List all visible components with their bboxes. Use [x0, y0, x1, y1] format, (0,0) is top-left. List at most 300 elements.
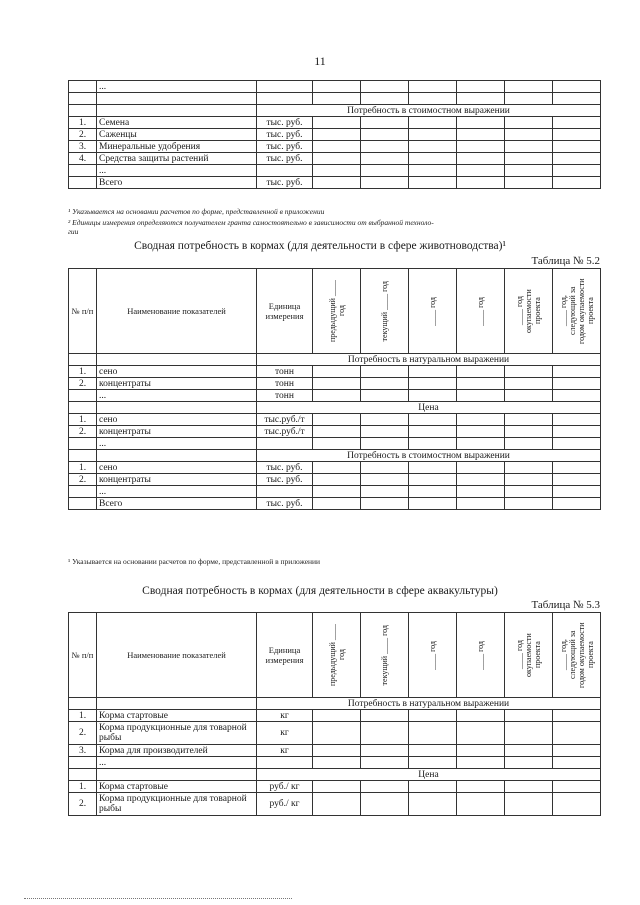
row-unit: тонн	[257, 378, 313, 390]
value-cell	[361, 781, 409, 793]
table-row	[69, 177, 601, 189]
footnote-1: ¹ Указывается на основании расчетов по форме, представленной в приложении	[68, 207, 325, 216]
value-cell	[553, 486, 601, 498]
page-number: 11	[314, 54, 326, 68]
row-unit: тыс. руб.	[257, 474, 313, 486]
table-row	[69, 117, 601, 129]
value-cell	[457, 710, 505, 722]
row-name: Корма стартовые	[97, 710, 257, 722]
value-cell	[313, 81, 361, 93]
value-cell	[313, 745, 361, 757]
value-cell	[457, 378, 505, 390]
header-year-y2	[361, 613, 409, 698]
value-cell	[313, 793, 361, 816]
value-cell	[553, 438, 601, 450]
value-cell	[505, 793, 553, 816]
row-number: 2.	[69, 129, 97, 141]
value-cell	[505, 378, 553, 390]
row-unit: кг	[257, 722, 313, 745]
header-year-y5	[505, 613, 553, 698]
row-name: Всего	[97, 498, 257, 510]
value-cell	[457, 366, 505, 378]
row-number	[69, 757, 97, 769]
row-name: концентраты	[97, 426, 257, 438]
row-number: 1.	[69, 710, 97, 722]
value-cell	[313, 722, 361, 745]
header-year-y3	[409, 269, 457, 354]
header-year-label: предыдущий ____ год	[327, 280, 346, 342]
section-spacer-2	[97, 105, 257, 117]
table-5-3-number: Таблица № 5.3	[531, 599, 600, 611]
row-number: 1.	[69, 366, 97, 378]
section-row	[69, 450, 601, 462]
row-number	[69, 438, 97, 450]
section-row	[69, 698, 601, 710]
row-name: концентраты	[97, 474, 257, 486]
row-number: 2.	[69, 426, 97, 438]
value-cell	[361, 129, 409, 141]
section-spacer-1	[69, 105, 97, 117]
value-cell	[361, 165, 409, 177]
value-cell	[361, 153, 409, 165]
row-number: 2.	[69, 378, 97, 390]
row-unit: тыс.руб./т	[257, 426, 313, 438]
value-cell	[313, 414, 361, 426]
value-cell	[409, 438, 457, 450]
row-unit: тыс. руб.	[257, 498, 313, 510]
value-cell	[553, 390, 601, 402]
value-cell	[505, 438, 553, 450]
table-row	[69, 498, 601, 510]
value-cell	[457, 141, 505, 153]
header-number: № п/п	[69, 613, 97, 698]
row-name: Средства защиты растений	[97, 153, 257, 165]
table-row	[69, 710, 601, 722]
row-name: сено	[97, 414, 257, 426]
value-cell	[553, 93, 601, 105]
value-cell	[553, 177, 601, 189]
table-row	[69, 745, 601, 757]
value-cell	[553, 462, 601, 474]
row-name: Корма продукционные для товарной рыбы	[97, 793, 257, 816]
value-cell	[313, 438, 361, 450]
value-cell	[313, 378, 361, 390]
value-cell	[505, 486, 553, 498]
table-row	[69, 722, 601, 745]
row-number: 2.	[69, 793, 97, 816]
table-row	[69, 462, 601, 474]
value-cell	[457, 722, 505, 745]
value-cell	[313, 366, 361, 378]
row-name: Саженцы	[97, 129, 257, 141]
value-cell	[313, 498, 361, 510]
value-cell	[457, 414, 505, 426]
value-cell	[361, 757, 409, 769]
value-cell	[553, 474, 601, 486]
header-year-label: ____ год, следующий за годом окупаемости проекта	[558, 278, 595, 344]
row-number: 2.	[69, 474, 97, 486]
value-cell	[361, 414, 409, 426]
value-cell	[553, 414, 601, 426]
header-year-y6	[553, 613, 601, 698]
table-row	[69, 165, 601, 177]
row-unit: тонн	[257, 390, 313, 402]
header-number: № п/п	[69, 269, 97, 354]
value-cell	[313, 474, 361, 486]
table-5-3	[68, 612, 601, 816]
value-cell	[409, 745, 457, 757]
footnote-2: ² Единицы измерения определяются получателем гранта самостоятельно в зависимости от выбранной техноло-	[68, 218, 434, 227]
value-cell	[457, 165, 505, 177]
value-cell	[505, 414, 553, 426]
table-row	[69, 757, 601, 769]
row-name: концентраты	[97, 378, 257, 390]
value-cell	[505, 165, 553, 177]
value-cell	[409, 462, 457, 474]
value-cell	[505, 177, 553, 189]
header-year-y4	[457, 613, 505, 698]
section-spacer-1	[69, 402, 97, 414]
value-cell	[361, 366, 409, 378]
value-cell	[457, 177, 505, 189]
section-spacer-2	[97, 769, 257, 781]
value-cell	[553, 498, 601, 510]
header-year-label: ____ год	[476, 296, 485, 326]
value-cell	[313, 153, 361, 165]
value-cell	[409, 722, 457, 745]
value-cell	[361, 710, 409, 722]
value-cell	[361, 81, 409, 93]
table-row	[69, 426, 601, 438]
value-cell	[361, 438, 409, 450]
value-cell	[553, 426, 601, 438]
value-cell	[505, 781, 553, 793]
row-unit	[257, 486, 313, 498]
value-cell	[409, 486, 457, 498]
value-cell	[313, 165, 361, 177]
header-name: Наименование показателей	[97, 613, 257, 698]
value-cell	[457, 93, 505, 105]
row-number	[69, 498, 97, 510]
row-number: 1.	[69, 462, 97, 474]
value-cell	[361, 177, 409, 189]
row-unit: тыс. руб.	[257, 141, 313, 153]
row-number: 3.	[69, 745, 97, 757]
header-year-y6	[553, 269, 601, 354]
header-year-label: ____ год, следующий за годом окупаемости проекта	[558, 622, 595, 688]
header-name: Наименование показателей	[97, 269, 257, 354]
table-row	[69, 414, 601, 426]
row-name: Семена	[97, 117, 257, 129]
value-cell	[361, 793, 409, 816]
value-cell	[457, 781, 505, 793]
value-cell	[313, 426, 361, 438]
value-cell	[409, 426, 457, 438]
value-cell	[505, 498, 553, 510]
value-cell	[553, 781, 601, 793]
value-cell	[313, 141, 361, 153]
row-number	[69, 93, 97, 105]
header-row	[69, 613, 601, 698]
value-cell	[505, 117, 553, 129]
value-cell	[505, 153, 553, 165]
value-cell	[553, 366, 601, 378]
section-spacer-2	[97, 450, 257, 462]
row-name: ...	[97, 486, 257, 498]
header-year-y1	[313, 269, 361, 354]
value-cell	[313, 757, 361, 769]
page-bottom-rule	[24, 898, 292, 899]
table-row	[69, 93, 601, 105]
value-cell	[553, 722, 601, 745]
header-year-label: ____ год окупаемости проекта	[515, 633, 542, 677]
value-cell	[409, 757, 457, 769]
header-row	[69, 269, 601, 354]
value-cell	[457, 498, 505, 510]
value-cell	[553, 153, 601, 165]
section-row	[69, 105, 601, 117]
table-row	[69, 153, 601, 165]
row-number: 1.	[69, 414, 97, 426]
value-cell	[361, 462, 409, 474]
row-unit: тыс. руб.	[257, 129, 313, 141]
row-number: 1.	[69, 781, 97, 793]
value-cell	[505, 710, 553, 722]
section-spacer-2	[97, 354, 257, 366]
table-row	[69, 793, 601, 816]
row-name: Минеральные удобрения	[97, 141, 257, 153]
header-year-y4	[457, 269, 505, 354]
value-cell	[409, 390, 457, 402]
row-unit: тыс. руб.	[257, 462, 313, 474]
row-unit	[257, 438, 313, 450]
header-year-y1	[313, 613, 361, 698]
value-cell	[409, 474, 457, 486]
table-5-3-title: Сводная потребность в кормах (для деятельности в сфере аквакультуры)	[142, 585, 498, 597]
row-number	[69, 390, 97, 402]
section-label: Потребность в натуральном выражении	[257, 354, 601, 366]
row-name: ...	[97, 438, 257, 450]
table-5-2-title: Сводная потребность в кормах (для деятельности в сфере животноводства)¹	[134, 240, 506, 252]
value-cell	[313, 93, 361, 105]
value-cell	[553, 141, 601, 153]
row-name: Всего	[97, 177, 257, 189]
row-unit	[257, 81, 313, 93]
row-number: 3.	[69, 141, 97, 153]
value-cell	[313, 117, 361, 129]
row-unit: тыс. руб.	[257, 177, 313, 189]
section-row	[69, 769, 601, 781]
section-row	[69, 402, 601, 414]
value-cell	[409, 366, 457, 378]
value-cell	[313, 177, 361, 189]
value-cell	[457, 426, 505, 438]
row-name: ...	[97, 81, 257, 93]
value-cell	[409, 710, 457, 722]
row-number	[69, 486, 97, 498]
header-year-label: ____ год	[428, 296, 437, 326]
value-cell	[313, 129, 361, 141]
value-cell	[409, 177, 457, 189]
value-cell	[505, 426, 553, 438]
row-number	[69, 81, 97, 93]
value-cell	[409, 793, 457, 816]
header-year-label: ____ год	[428, 640, 437, 670]
value-cell	[409, 781, 457, 793]
row-unit	[257, 93, 313, 105]
value-cell	[457, 390, 505, 402]
row-unit: тыс. руб.	[257, 153, 313, 165]
value-cell	[361, 378, 409, 390]
header-year-y5	[505, 269, 553, 354]
section-label: Потребность в стоимостном выражении	[257, 450, 601, 462]
section-spacer-1	[69, 450, 97, 462]
value-cell	[361, 498, 409, 510]
value-cell	[553, 81, 601, 93]
value-cell	[505, 474, 553, 486]
value-cell	[361, 390, 409, 402]
value-cell	[361, 722, 409, 745]
row-unit: тонн	[257, 366, 313, 378]
value-cell	[313, 390, 361, 402]
value-cell	[409, 93, 457, 105]
value-cell	[553, 117, 601, 129]
row-number	[69, 165, 97, 177]
value-cell	[553, 745, 601, 757]
table-row	[69, 81, 601, 93]
row-number: 4.	[69, 153, 97, 165]
table-row	[69, 486, 601, 498]
header-unit: Единица измерения	[257, 269, 313, 354]
header-unit: Единица измерения	[257, 613, 313, 698]
value-cell	[505, 722, 553, 745]
value-cell	[553, 378, 601, 390]
header-year-y2	[361, 269, 409, 354]
value-cell	[313, 462, 361, 474]
value-cell	[409, 498, 457, 510]
value-cell	[553, 710, 601, 722]
section-spacer-1	[69, 354, 97, 366]
section-spacer-1	[69, 698, 97, 710]
value-cell	[457, 153, 505, 165]
header-year-label: текущий ____ год	[380, 280, 389, 342]
header-year-label: текущий ____ год	[380, 624, 389, 686]
table-5-2-number: Таблица № 5.2	[531, 255, 600, 267]
value-cell	[505, 81, 553, 93]
section-label: Цена	[257, 769, 601, 781]
header-year-label: ____ год	[476, 640, 485, 670]
row-unit: кг	[257, 710, 313, 722]
value-cell	[553, 793, 601, 816]
value-cell	[505, 93, 553, 105]
value-cell	[313, 710, 361, 722]
header-year-y3	[409, 613, 457, 698]
row-unit: тыс. руб.	[257, 117, 313, 129]
value-cell	[409, 141, 457, 153]
row-name: ...	[97, 390, 257, 402]
row-name: Корма продукционные для товарной рыбы	[97, 722, 257, 745]
value-cell	[457, 438, 505, 450]
row-name: сено	[97, 366, 257, 378]
table-5-2	[68, 268, 601, 510]
section-spacer-2	[97, 698, 257, 710]
header-year-label: предыдущий ____ год	[327, 624, 346, 686]
section-row	[69, 354, 601, 366]
row-name: ...	[97, 757, 257, 769]
row-number	[69, 177, 97, 189]
table-5-2-footnote: ¹ Указывается на основании расчетов по форме, представленной в приложении	[68, 557, 321, 566]
value-cell	[457, 757, 505, 769]
table-row	[69, 141, 601, 153]
value-cell	[553, 757, 601, 769]
value-cell	[361, 745, 409, 757]
value-cell	[313, 781, 361, 793]
value-cell	[505, 745, 553, 757]
value-cell	[457, 486, 505, 498]
value-cell	[361, 93, 409, 105]
row-unit	[257, 165, 313, 177]
value-cell	[409, 117, 457, 129]
value-cell	[553, 129, 601, 141]
table-row	[69, 781, 601, 793]
value-cell	[457, 81, 505, 93]
header-year-label: ____ год окупаемости проекта	[515, 289, 542, 333]
value-cell	[361, 474, 409, 486]
section-label: Цена	[257, 402, 601, 414]
value-cell	[409, 414, 457, 426]
footnote-2-cont: гии	[68, 227, 79, 236]
value-cell	[361, 486, 409, 498]
section-label: Потребность в стоимостном выражении	[257, 105, 601, 117]
row-name: Корма для производителей	[97, 745, 257, 757]
row-unit	[257, 757, 313, 769]
section-spacer-1	[69, 769, 97, 781]
value-cell	[409, 378, 457, 390]
row-number: 1.	[69, 117, 97, 129]
section-spacer-2	[97, 402, 257, 414]
value-cell	[505, 141, 553, 153]
table-row	[69, 366, 601, 378]
table-row	[69, 129, 601, 141]
row-name: Корма стартовые	[97, 781, 257, 793]
row-name	[97, 93, 257, 105]
section-label: Потребность в натуральном выражении	[257, 698, 601, 710]
value-cell	[409, 81, 457, 93]
value-cell	[361, 117, 409, 129]
table-row	[69, 474, 601, 486]
value-cell	[457, 474, 505, 486]
row-unit: тыс.руб./т	[257, 414, 313, 426]
row-unit: руб./ кг	[257, 793, 313, 816]
value-cell	[457, 462, 505, 474]
value-cell	[505, 366, 553, 378]
value-cell	[409, 165, 457, 177]
table-5-1-continuation	[68, 80, 601, 189]
value-cell	[553, 165, 601, 177]
value-cell	[505, 129, 553, 141]
row-unit: кг	[257, 745, 313, 757]
row-name: ...	[97, 165, 257, 177]
value-cell	[361, 141, 409, 153]
value-cell	[409, 129, 457, 141]
table-row	[69, 438, 601, 450]
value-cell	[457, 745, 505, 757]
row-name: сено	[97, 462, 257, 474]
value-cell	[409, 153, 457, 165]
value-cell	[505, 757, 553, 769]
value-cell	[457, 129, 505, 141]
value-cell	[505, 462, 553, 474]
